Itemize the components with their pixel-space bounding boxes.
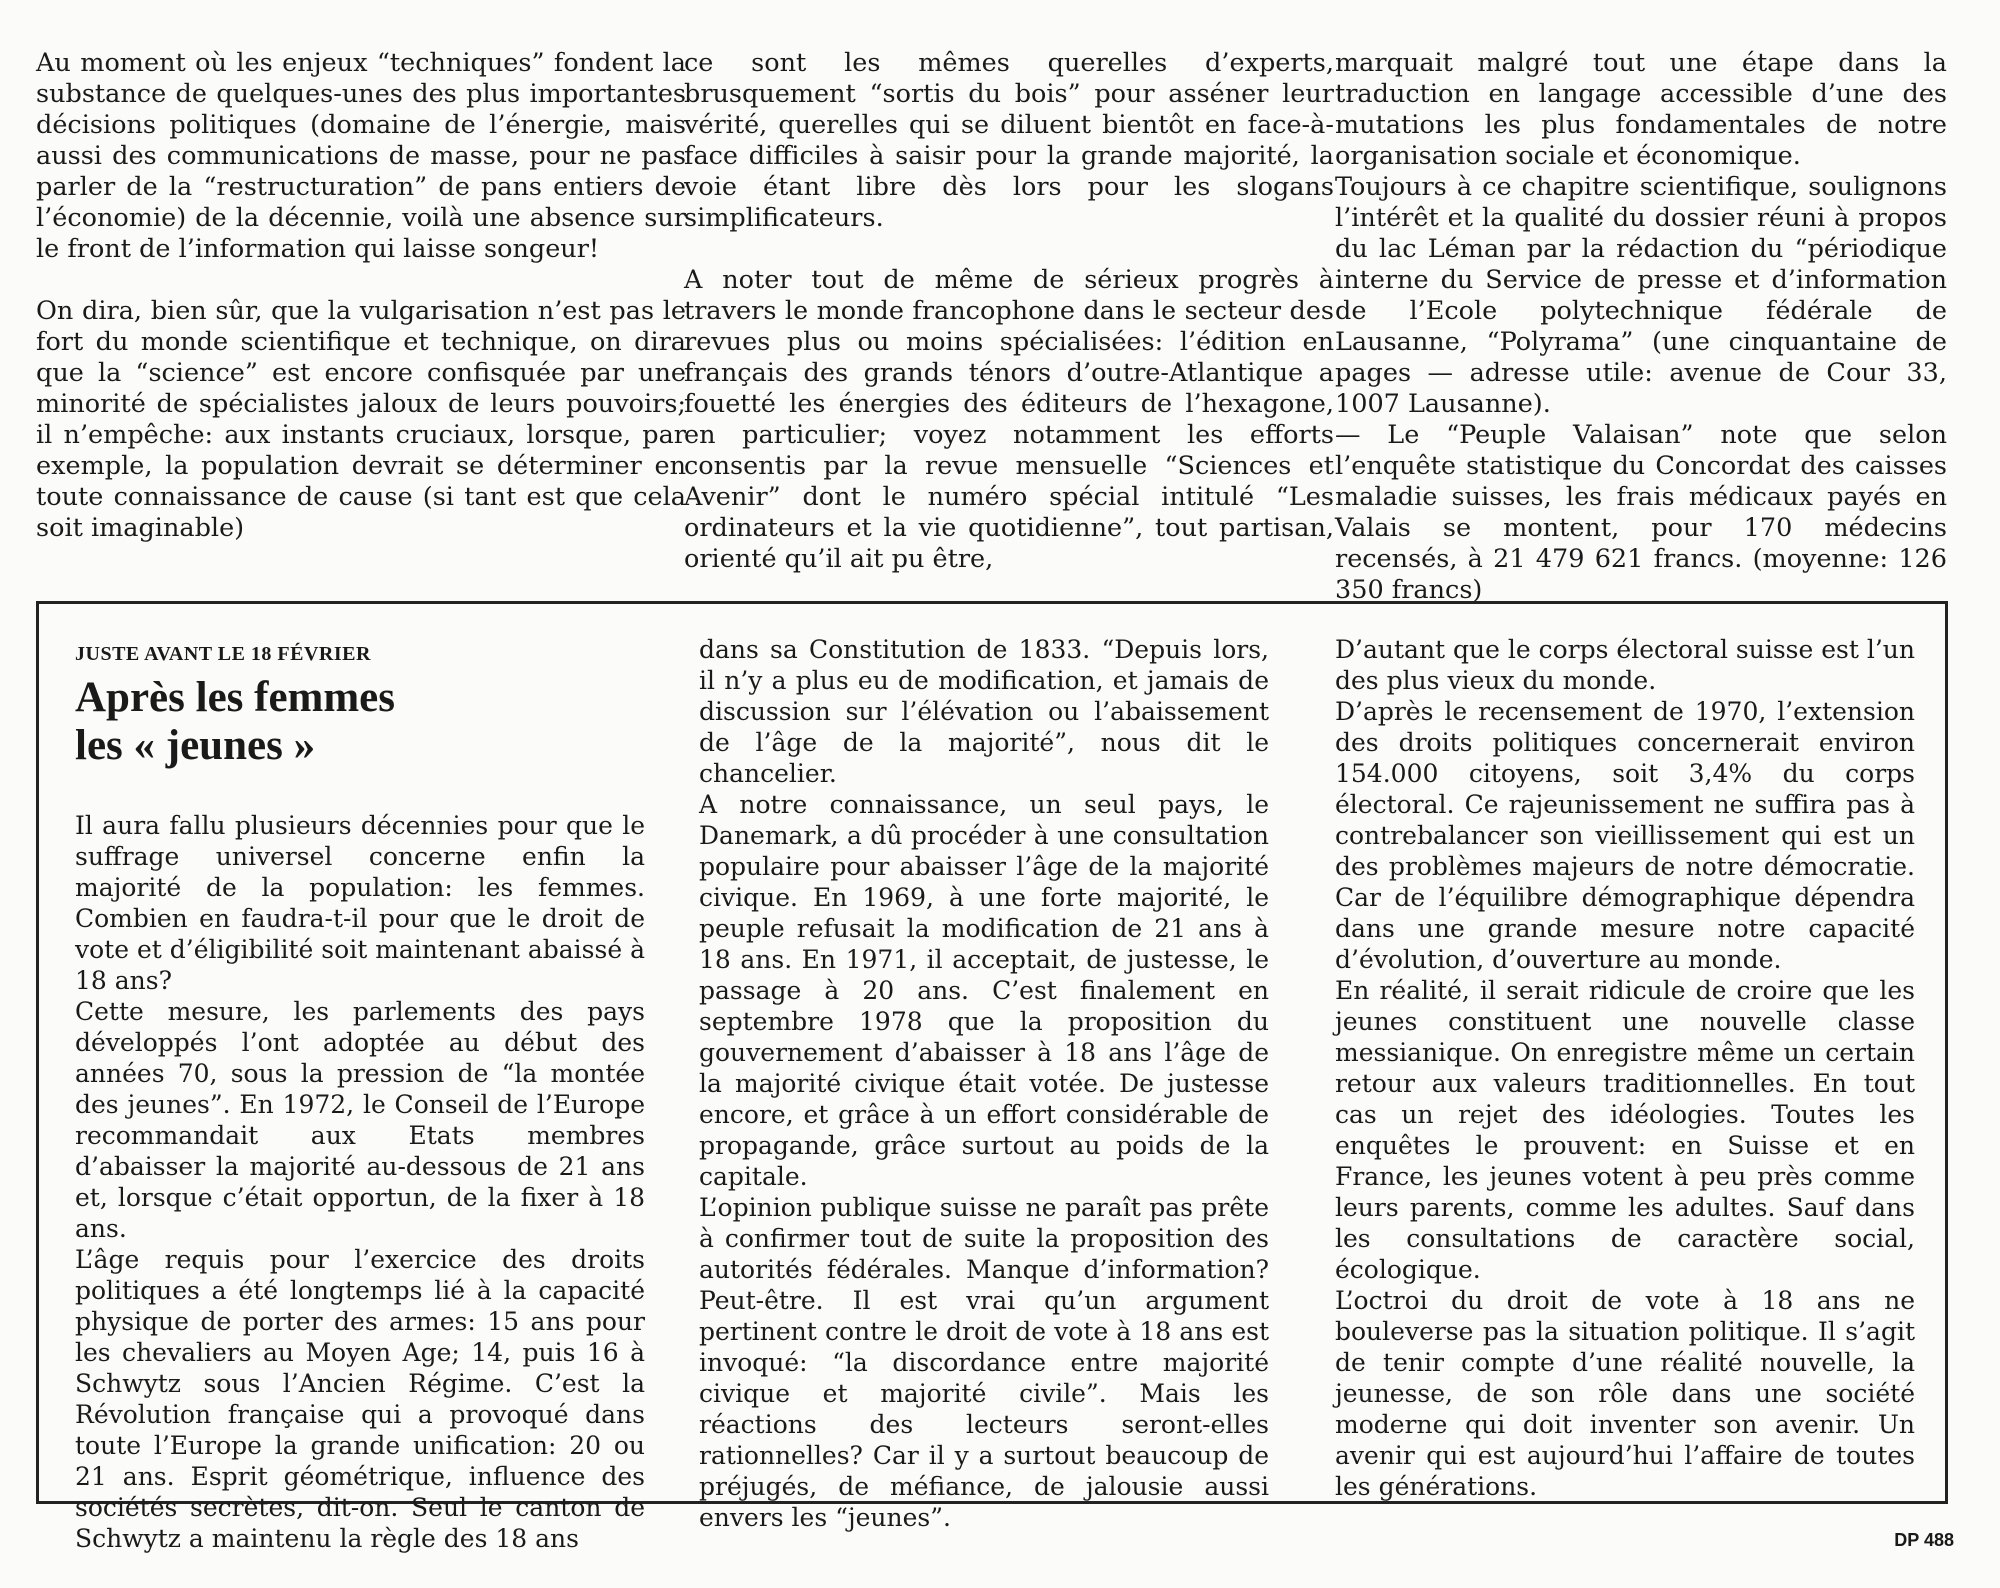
paragraph: Cette mesure, les parlements des pays développés l’ont adoptée au début des années 70, sous la pression de “la montée des jeunes”. En 1972, le Conseil de l’Europe recommandait aux Etats membres d’abaisser la majorité au-dessous de 21 ans et, lorsque c’était opportun, de la fixer à 18 ans. xyxy=(75,997,645,1243)
paragraph: L’âge requis pour l’exercice des droits politiques a été longtemps lié à la capacité physique de porter des armes: 15 ans pour les chevaliers au Moyen Age; 14, puis 16 à Schwytz sous l’Ancien Régime. C’est la Révolution française qui a provoqué dans toute l’Europe la grande unification: 20 ou 21 ans. Esprit géométrique, influence des sociétés secrètes, dit-on. Seul le canton de Schwytz a maintenu la règle des 18 ans xyxy=(75,1245,645,1553)
top-column-1 xyxy=(36,48,686,544)
paragraph: Au moment où les enjeux “techniques” fondent la substance de quelques-unes des plus importantes décisions politiques (domaine de l’énergie, mais aussi des communications de masse, pour ne pas parler de la “restructuration” de pans entiers de l’économie) de la décennie, voilà une absence sur le front de l’information qui laisse songeur! xyxy=(36,48,686,264)
headline-line-1: Après les femmes xyxy=(75,674,396,721)
paragraph: Toujours à ce chapitre scientifique, soulignons l’intérêt et la qualité du dossier réuni à propos du lac Léman par la rédaction du “périodique interne du Service de presse et d’information de l’Ecole polytechnique fédérale de Lausanne, “Polyrama” (une cinquantaine de pages — adresse utile: avenue de Cour 33, 1007 Lausanne). xyxy=(1335,172,1947,419)
top-column-2 xyxy=(684,48,1334,575)
article-headline xyxy=(75,674,645,770)
paragraph: L’octroi du droit de vote à 18 ans ne bouleverse pas la situation politique. Il s’agit de tenir compte d’une réalité nouvelle, la jeunesse, de son rôle dans une société moderne qui doit inventer son avenir. Un avenir qui est aujourd’hui l’affaire de toutes les générations. xyxy=(1335,1286,1915,1501)
paragraph: L’opinion publique suisse ne paraît pas prête à confirmer tout de suite la proposition des autorités fédérales. Manque d’information? Peut-être. Il est vrai qu’un argument pertinent contre le droit de vote à 18 ans est invoqué: “la discordance entre majorité civique et majorité civile”. Mais les réactions des lecteurs seront-elles rationnelles? Car il y a surtout beaucoup de préjugés, de méfiance, de jalousie aussi envers les “jeunes”. xyxy=(699,1193,1269,1532)
page-number: DP 488 xyxy=(1894,1530,1954,1550)
top-column-3 xyxy=(1335,48,1947,606)
paragraph: D’après le recensement de 1970, l’extension des droits politiques concernerait environ 154.000 citoyens, soit 3,4% du corps électoral. Ce rajeunissement ne suffira pas à contrebalancer son vieillissement qui est un des problèmes majeurs de notre démocratie. Car de l’équilibre démographique dépendra dans une grande mesure notre capacité d’évolution, d’ouverture au monde. xyxy=(1335,697,1915,974)
paragraph: ce sont les mêmes querelles d’experts, brusquement “sortis du bois” pour asséner leur vérité, querelles qui se diluent bientôt en face-à-face difficiles à saisir pour la grande majorité, la voie étant libre dès lors pour les slogans simplificateurs. xyxy=(684,48,1334,233)
article-kicker: JUSTE AVANT LE 18 FÉVRIER xyxy=(75,643,371,665)
article-column-1 xyxy=(75,634,645,1554)
paragraph: A noter tout de même de sérieux progrès à travers le monde francophone dans le secteur des revues plus ou moins spécialisées: l’édition en français des grands ténors d’outre-Atlantique a fouetté les énergies des éditeurs de l’hexagone, en particulier; voyez notamment les efforts consentis par la revue mensuelle “Sciences et Avenir” dont le numéro spécial intitulé “Les ordinateurs et la vie quotidienne”, tout partisan, orienté qu’il ait pu être, xyxy=(684,265,1334,574)
paragraph: En réalité, il serait ridicule de croire que les jeunes constituent une nouvelle classe messianique. On enregistre même un certain retour aux valeurs traditionnelles. En tout cas un rejet des idéologies. Toutes les enquêtes le prouvent: en Suisse et en France, les jeunes votent à peu près comme leurs parents, comme les adultes. Sauf dans les consultations de caractère social, écologique. xyxy=(1335,976,1915,1284)
article-column-2 xyxy=(699,634,1269,1533)
headline-line-2: les « jeunes » xyxy=(75,722,316,769)
paragraph: Il aura fallu plusieurs décennies pour que le suffrage universel concerne enfin la majorité de la population: les femmes. Combien en faudra-t-il pour que le droit de vote et d’éligibilité soit maintenant abaissé à 18 ans? xyxy=(75,811,645,995)
paragraph: dans sa Constitution de 1833. “Depuis lors, il n’y a plus eu de modification, et jamais de discussion sur l’élévation ou l’abaissement de l’âge de la majorité”, nous dit le chancelier. xyxy=(699,635,1269,788)
paragraph: On dira, bien sûr, que la vulgarisation n’est pas le fort du monde scientifique et technique, on dira que la “science” est encore confisquée par une minorité de spécialistes jaloux de leurs pouvoirs; il n’empêche: aux instants cruciaux, lorsque, par exemple, la population devrait se déterminer en toute connaissance de cause (si tant est que cela soit imaginable) xyxy=(36,296,686,543)
article-column-3 xyxy=(1335,634,1915,1502)
paragraph: — Le “Peuple Valaisan” note que selon l’enquête statistique du Concordat des caisses maladie suisses, les frais médicaux payés en Valais se montent, pour 170 médecins recensés, à 21 479 621 francs. (moyenne: 126 350 francs) xyxy=(1335,420,1947,605)
paragraph: A notre connaissance, un seul pays, le Danemark, a dû procéder à une consultation populaire pour abaisser l’âge de la majorité civique. En 1969, à une forte majorité, le peuple refusait la modification de 21 ans à 18 ans. En 1971, il acceptait, de justesse, le passage à 20 ans. C’est finalement en septembre 1978 que la proposition du gouvernement d’abaisser à 18 ans l’âge de la majorité civique était votée. De justesse encore, et grâce à un effort considérable de propagande, grâce surtout au poids de la capitale. xyxy=(699,790,1269,1191)
paragraph: D’autant que le corps électoral suisse est l’un des plus vieux du monde. xyxy=(1335,635,1915,695)
paragraph: marquait malgré tout une étape dans la traduction en langage accessible d’une des mutations les plus fondamentales de notre organisation sociale et économique. xyxy=(1335,48,1947,171)
